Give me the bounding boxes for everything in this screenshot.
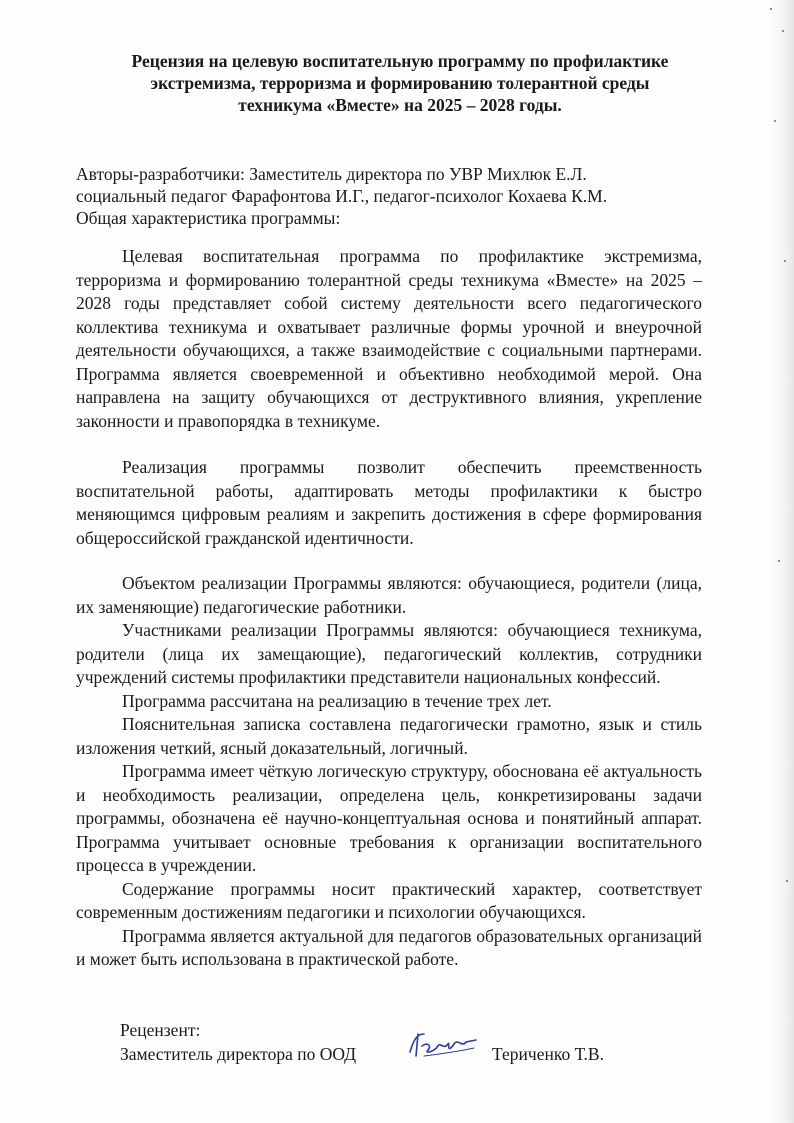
- authors-line: социальный педагог Фарафонтова И.Г., педагог-психолог Кохаева К.М.: [76, 186, 608, 206]
- paragraph-content: Содержание программы носит практический характер, соответствует современным достижениям педагогики и психологии обучающихся.: [76, 878, 702, 922]
- review-body: [76, 245, 702, 972]
- paragraph-implementation: Реализация программы позволит обеспечить преемственность воспитательной работы, адаптировать методы профилактики к быстро меняющимся цифровым реалиям и закрепить достижения в сфере формирования общероссийской гражданской идентичности.: [76, 457, 702, 548]
- title-line: Рецензия на целевую воспитательную программу по профилактике: [131, 51, 669, 71]
- document-title: [80, 50, 720, 116]
- authors-line: Авторы-разработчики: Заместитель директора по УВР Михлюк Е.Л.: [76, 164, 587, 184]
- scan-speck: [782, 30, 784, 32]
- handwritten-signature-icon: [404, 1028, 484, 1062]
- paragraph-relevance: Программа является актуальной для педагогов образовательных организаций и может быть использована в практической работе.: [76, 925, 702, 969]
- paragraph-program-description: Целевая воспитательная программа по профилактике экстремизма, терроризма и формированию толерантной среды техникума «Вместе» на 2025 – 2028 годы представляет собой систему деятельности всего педагогического коллектива техникума и охватывает различные формы урочной и внеурочной деятельности обучающихся, а также взаимодействие с социальными партнерами. Программа является своевременной и объективно необходимой мерой. Она направлена на защиту обучающихся от деструктивного влияния, укрепление законности и правопорядка в техникуме.: [76, 246, 702, 431]
- paragraph-explanatory-note: Пояснительная записка составлена педагогически грамотно, язык и стиль изложения четкий, ясный доказательный, логичный.: [76, 714, 702, 758]
- reviewer-name: Териченко Т.В.: [492, 1044, 604, 1064]
- reviewer-signature-block: [120, 1018, 640, 1066]
- title-line: техникума «Вместе» на 2025 – 2028 годы.: [238, 95, 562, 115]
- reviewer-label: Рецензент:: [120, 1020, 201, 1040]
- paragraph-duration: Программа рассчитана на реализацию в течение трех лет.: [122, 690, 552, 711]
- scan-speck: [786, 880, 788, 882]
- scan-speck: [778, 560, 780, 562]
- scan-speck: [774, 120, 776, 122]
- general-characteristics-heading: Общая характеристика программы:: [76, 208, 341, 228]
- scan-edge-shadow: [766, 0, 794, 1123]
- title-line: экстремизма, терроризма и формированию толерантной среды: [150, 73, 650, 93]
- paragraph-participants: Участниками реализации Программы являются: обучающиеся техникума, родители (лица их замещающие), педагогический коллектив, сотрудники учреждений системы профилактики представители национальных конфессий.: [76, 620, 702, 687]
- scan-speck: [770, 8, 772, 10]
- paragraph-object: Объектом реализации Программы являются: обучающиеся, родители (лица, их заменяющие) педагогические работники.: [76, 573, 702, 617]
- paragraph-structure: Программа имеет чёткую логическую структуру, обоснована её актуальность и необходимость реализации, определена цель, конкретизированы задачи программы, обозначена её научно-концептуальная основа и понятийный аппарат. Программа учитывает основные требования к организации воспитательного процесса в учреждении.: [76, 761, 702, 875]
- reviewer-position: Заместитель директора по ООД: [120, 1044, 357, 1064]
- authors-block: [76, 163, 716, 229]
- scan-speck: [784, 260, 786, 262]
